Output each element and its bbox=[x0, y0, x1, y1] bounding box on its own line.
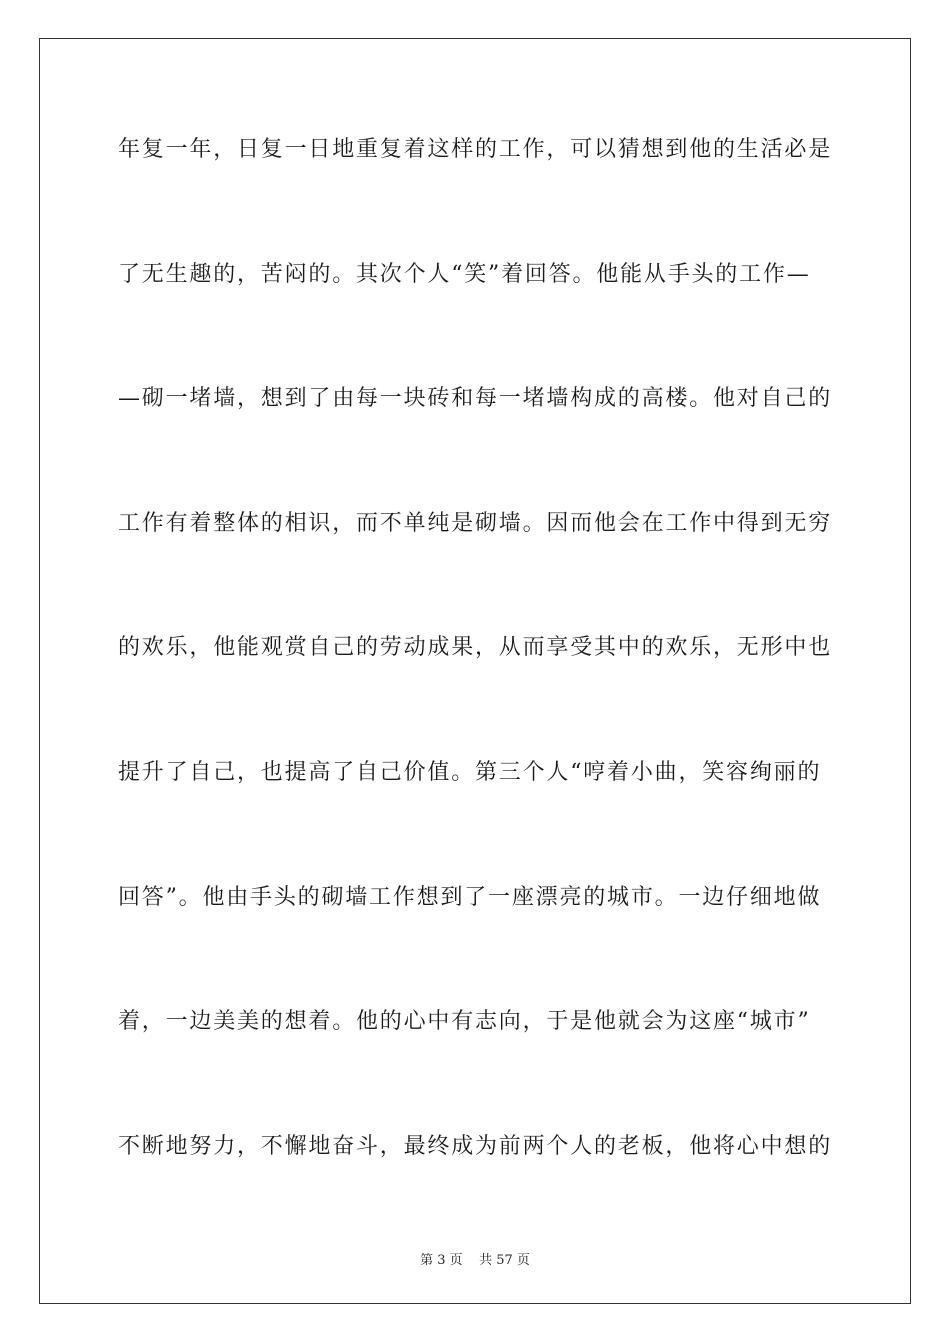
text-line: 工作有着整体的相识，而不单纯是砌墙。因而他会在工作中得到无穷 bbox=[118, 510, 833, 536]
text-line: 的欢乐，他能观赏自己的劳动成果，从而享受其中的欢乐，无形中也 bbox=[118, 635, 833, 661]
text-line: —砌一堵墙，想到了由每一块砖和每一堵墙构成的高楼。他对自己的 bbox=[118, 386, 833, 412]
text-line: 提升了自己，也提高了自己价值。第三个人“哼着小曲，笑容绚丽的 bbox=[118, 759, 822, 785]
document-body bbox=[118, 128, 836, 1249]
text-line: 不断地努力，不懈地奋斗，最终成为前两个人的老板，他将心中想的 bbox=[118, 1133, 833, 1159]
text-line: 了无生趣的，苦闷的。其次个人“笑”着回答。他能从手头的工作— bbox=[118, 261, 811, 287]
page-number-footer: 第 3 页 共 57 页 bbox=[420, 1253, 530, 1268]
text-line: 着，一边美美的想着。他的心中有志向，于是他就会为这座“城市” bbox=[118, 1009, 811, 1035]
text-line: 年复一年，日复一日地重复着这样的工作，可以猜想到他的生活必是 bbox=[118, 137, 833, 162]
text-line: 回答”。他由手头的砌墙工作想到了一座漂亮的城市。一边仔细地做 bbox=[118, 884, 822, 910]
